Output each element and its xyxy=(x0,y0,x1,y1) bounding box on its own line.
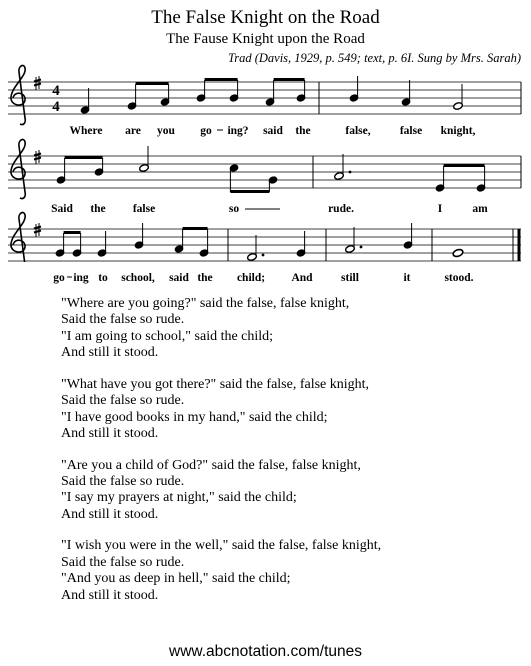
lyric-syllable: Where xyxy=(69,125,103,137)
music-score-system-3-overlay xyxy=(0,0,531,290)
barlines xyxy=(228,229,519,261)
lyric-syllable: go xyxy=(200,125,212,137)
lyric-syllable: rude. xyxy=(328,203,354,215)
verse-line: Said the false so rude. xyxy=(61,474,185,490)
lyric-syllable: Said xyxy=(51,203,73,215)
lyric-syllable: false xyxy=(399,125,423,137)
lyric-syllable: I xyxy=(437,203,443,215)
tune-title: The False Knight on the Road xyxy=(151,7,380,28)
verses-block xyxy=(61,296,381,619)
footer-url-link[interactable]: www.abcnotation.com/tunes xyxy=(169,643,362,660)
verse-line: Said the false so rude. xyxy=(61,554,185,570)
verse-line: "I wish you were in the well," said the false, false knight, xyxy=(61,538,382,554)
lyric-syllable: am xyxy=(472,203,488,215)
lyric-syllable: so xyxy=(228,203,240,215)
lyric-syllable: are xyxy=(125,125,141,137)
verse-line: "What have you got there?" said the false, false knight, xyxy=(61,376,370,392)
verse-line: "Are you a child of God?" said the false, false knight, xyxy=(61,457,361,473)
lyric-syllable: the xyxy=(90,203,106,215)
key-signature-sharp-icon xyxy=(34,223,41,237)
lyric-syllable: knight, xyxy=(440,125,476,137)
verse xyxy=(61,377,381,443)
verse-line: Said the false so rude. xyxy=(61,312,185,328)
verse xyxy=(61,538,381,604)
lyric-syllable: go xyxy=(53,272,65,284)
lyric-syllable: said xyxy=(263,125,283,137)
verse xyxy=(61,296,381,362)
time-signature-numerator: 4 xyxy=(52,83,60,99)
lyric-syllable: you xyxy=(157,125,175,137)
lyric-syllable: the xyxy=(295,125,311,137)
verse-line: "I have good books in my hand," said the child; xyxy=(61,409,328,425)
verse-line: "I am going to school," said the child; xyxy=(61,328,274,344)
lyric-syllable: stood. xyxy=(444,272,474,284)
lyric-syllable: to xyxy=(98,272,108,284)
lyric-syllable: still xyxy=(341,272,359,284)
verse-line: "And you as deep in hell," said the child; xyxy=(61,571,291,587)
lyric-syllable: false, xyxy=(345,125,371,137)
lyric-syllable: said xyxy=(169,272,189,284)
lyric-syllable: false xyxy=(132,203,156,215)
verse-line: And still it stood. xyxy=(61,426,159,442)
verse-line: "Where are you going?" said the false, false knight, xyxy=(61,296,350,311)
tune-subtitle: The Fause Knight upon the Road xyxy=(166,31,365,47)
lyrics-line-3 xyxy=(53,272,473,284)
composer-credit: Trad (Davis, 1929, p. 549; text, p. 6I. Sung by Mrs. Sarah) xyxy=(227,51,521,65)
lyric-syllable: school, xyxy=(121,272,155,284)
lyric-syllable: And xyxy=(291,272,313,284)
lyric-syllable: it xyxy=(403,272,411,284)
lyric-syllable: the xyxy=(197,272,213,284)
notes xyxy=(55,223,464,261)
verse-line: And still it stood. xyxy=(61,345,159,361)
verse-line: Said the false so rude. xyxy=(61,393,185,409)
verse-line: And still it stood. xyxy=(61,587,159,603)
verse-line: "I say my prayers at night," said the child; xyxy=(61,490,297,506)
lyric-syllable: ing xyxy=(73,272,89,284)
lyric-syllable: child; xyxy=(236,272,266,284)
verse-line: And still it stood. xyxy=(61,506,159,522)
verse xyxy=(61,458,381,524)
lyric-syllable: ing? xyxy=(227,125,249,137)
time-signature-denominator: 4 xyxy=(52,99,60,115)
